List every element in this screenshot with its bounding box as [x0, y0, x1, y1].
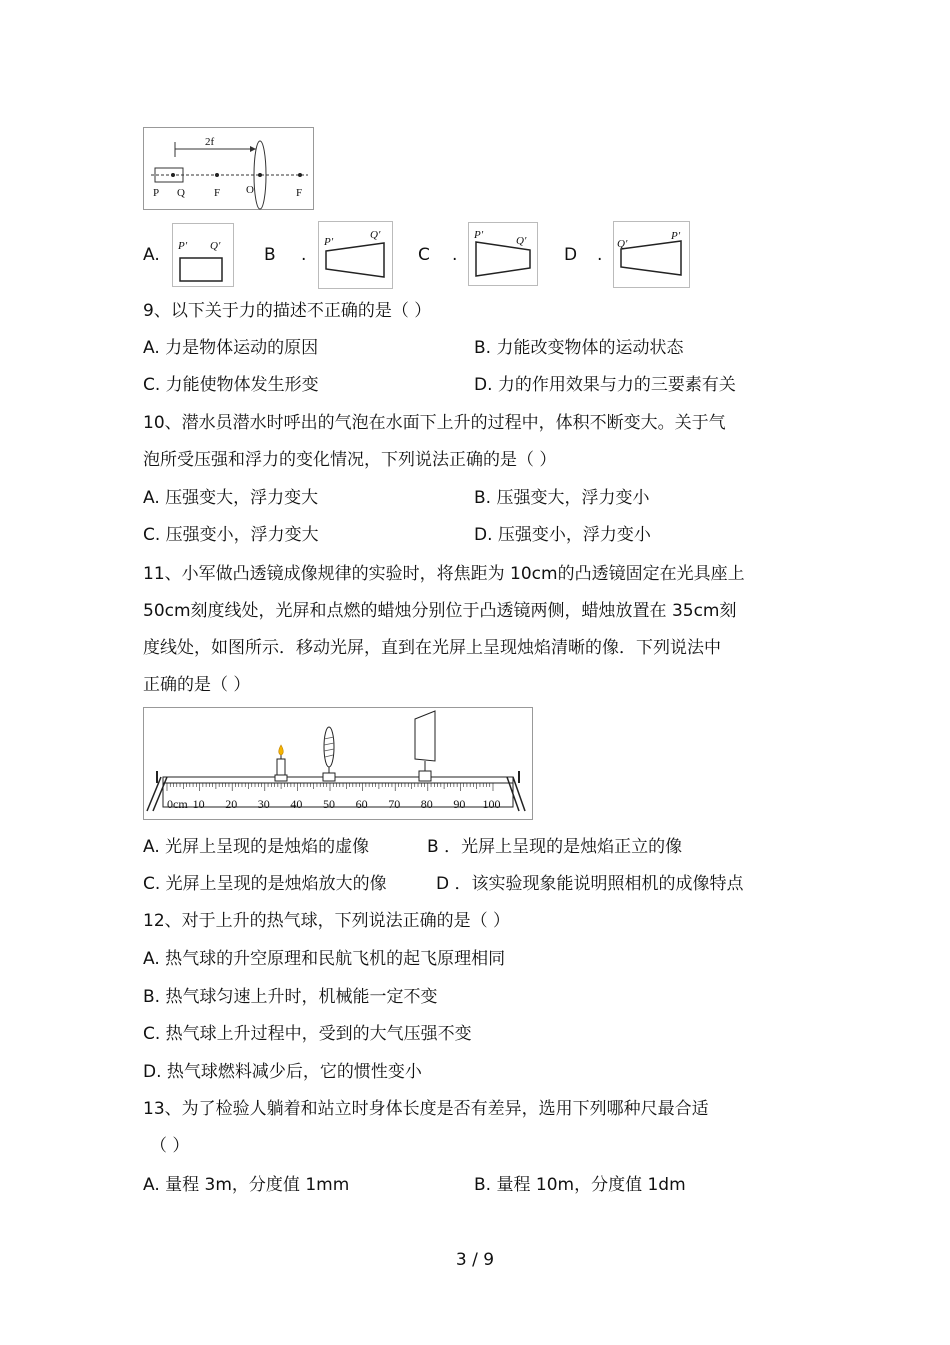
q11-option-c: C. 光屏上呈现的是烛焰放大的像	[143, 874, 387, 894]
q10-option-c: C. 压强变小，浮力变大	[143, 525, 319, 545]
q8-option-c-image	[468, 222, 538, 286]
q8-a-p-label: P′	[178, 240, 188, 252]
ruler-unit: 0cm	[167, 797, 188, 811]
q9-option-b: B. 力能改变物体的运动状态	[474, 338, 684, 358]
q8-option-b-letter: B	[264, 245, 276, 265]
ruler-label: 50	[323, 797, 335, 811]
ruler-label: 20	[225, 797, 238, 811]
q10-stem-line2: 泡所受压强和浮力的变化情况，下列说法正确的是（ ）	[143, 450, 557, 470]
q10-option-b: B. 压强变大，浮力变小	[474, 488, 650, 508]
q11-stem-line3: 度线处，如图所示．移动光屏，直到在光屏上呈现烛焰清晰的像．下列说法中	[143, 638, 721, 658]
point-label-q: Q	[177, 187, 185, 199]
q8-option-b-image	[318, 221, 393, 289]
q12-stem: 12、对于上升的热气球，下列说法正确的是（ ）	[143, 911, 511, 931]
q8-b-p-label: P′	[324, 236, 334, 248]
q11-option-b: B ．光屏上呈现的是烛焰正立的像	[427, 837, 683, 857]
q13-option-a: A. 量程 3m，分度值 1mm	[143, 1175, 350, 1195]
lens-diagram	[143, 127, 314, 210]
ruler-label: 100	[482, 797, 501, 811]
ruler-label: 10	[192, 797, 205, 811]
ruler-label: 30	[257, 797, 270, 811]
q8-b-q-label: Q′	[370, 229, 381, 241]
q8-option-a-letter: A.	[143, 245, 160, 265]
point-label-o: O	[246, 184, 254, 196]
q9-option-d: D. 力的作用效果与力的三要素有关	[474, 375, 736, 395]
q8-option-d-image	[613, 221, 690, 288]
q8-option-a-image	[172, 223, 234, 287]
q13-stem-line2: （ ）	[150, 1136, 190, 1156]
q9-option-a: A. 力是物体运动的原因	[143, 338, 319, 358]
q8-c-q-label: Q′	[516, 235, 527, 247]
point-label-f1: F	[214, 187, 221, 199]
ruler-label: 90	[453, 797, 466, 811]
point-label-p: P	[153, 187, 160, 199]
q10-option-d: D. 压强变小，浮力变小	[474, 525, 651, 545]
q12-option-c: C. 热气球上升过程中，受到的大气压强不变	[143, 1024, 472, 1044]
q8-option-b-dot: .	[301, 245, 307, 265]
dist-label: 2f	[205, 136, 215, 148]
q11-stem-line2: 50cm刻度线处，光屏和点燃的蜡烛分别位于凸透镜两侧，蜡烛放置在 35cm刻	[143, 601, 737, 621]
q8-option-d-dot: .	[597, 245, 603, 265]
q9-stem: 9、以下关于力的描述不正确的是（ ）	[143, 301, 432, 321]
q11-option-d: D ．该实验现象能说明照相机的成像特点	[436, 874, 744, 894]
q8-option-c-dot: .	[452, 245, 458, 265]
ruler-label: 60	[355, 797, 368, 811]
q11-stem-line4: 正确的是（ ）	[143, 675, 251, 695]
q8-d-p-label: P′	[671, 230, 681, 242]
ruler-label: 40	[290, 797, 303, 811]
q8-d-q-label: Q′	[617, 238, 628, 250]
q8-c-p-label: P′	[474, 229, 484, 241]
q10-option-a: A. 压强变大，浮力变大	[143, 488, 319, 508]
page-number: 3 / 9	[455, 1250, 495, 1270]
q11-stem-line1: 11、小军做凸透镜成像规律的实验时，将焦距为 10cm的凸透镜固定在光具座上	[143, 564, 745, 584]
q12-option-b: B. 热气球匀速上升时，机械能一定不变	[143, 987, 438, 1007]
ruler-label: 80	[420, 797, 433, 811]
convex-lens	[323, 727, 335, 781]
q13-option-b: B. 量程 10m，分度值 1dm	[474, 1175, 686, 1195]
optical-bench-diagram	[143, 707, 533, 820]
q10-stem-line1: 10、潜水员潜水时呼出的气泡在水面下上升的过程中，体积不断变大。关于气	[143, 413, 726, 433]
q13-stem-line1: 13、为了检验人躺着和站立时身体长度是否有差异，选用下列哪种尺最合适	[143, 1099, 709, 1119]
q12-option-a: A. 热气球的升空原理和民航飞机的起飞原理相同	[143, 949, 506, 969]
q8-option-c-letter: C	[418, 245, 430, 265]
point-label-f2: F	[296, 187, 303, 199]
ruler-label: 70	[388, 797, 401, 811]
q8-a-q-label: Q′	[210, 240, 221, 252]
q9-option-c: C. 力能使物体发生形变	[143, 375, 319, 395]
q11-option-a: A. 光屏上呈现的是烛焰的虚像	[143, 837, 370, 857]
q12-option-d: D. 热气球燃料减少后，它的惯性变小	[143, 1062, 422, 1082]
q8-option-d-letter: D	[564, 245, 578, 265]
